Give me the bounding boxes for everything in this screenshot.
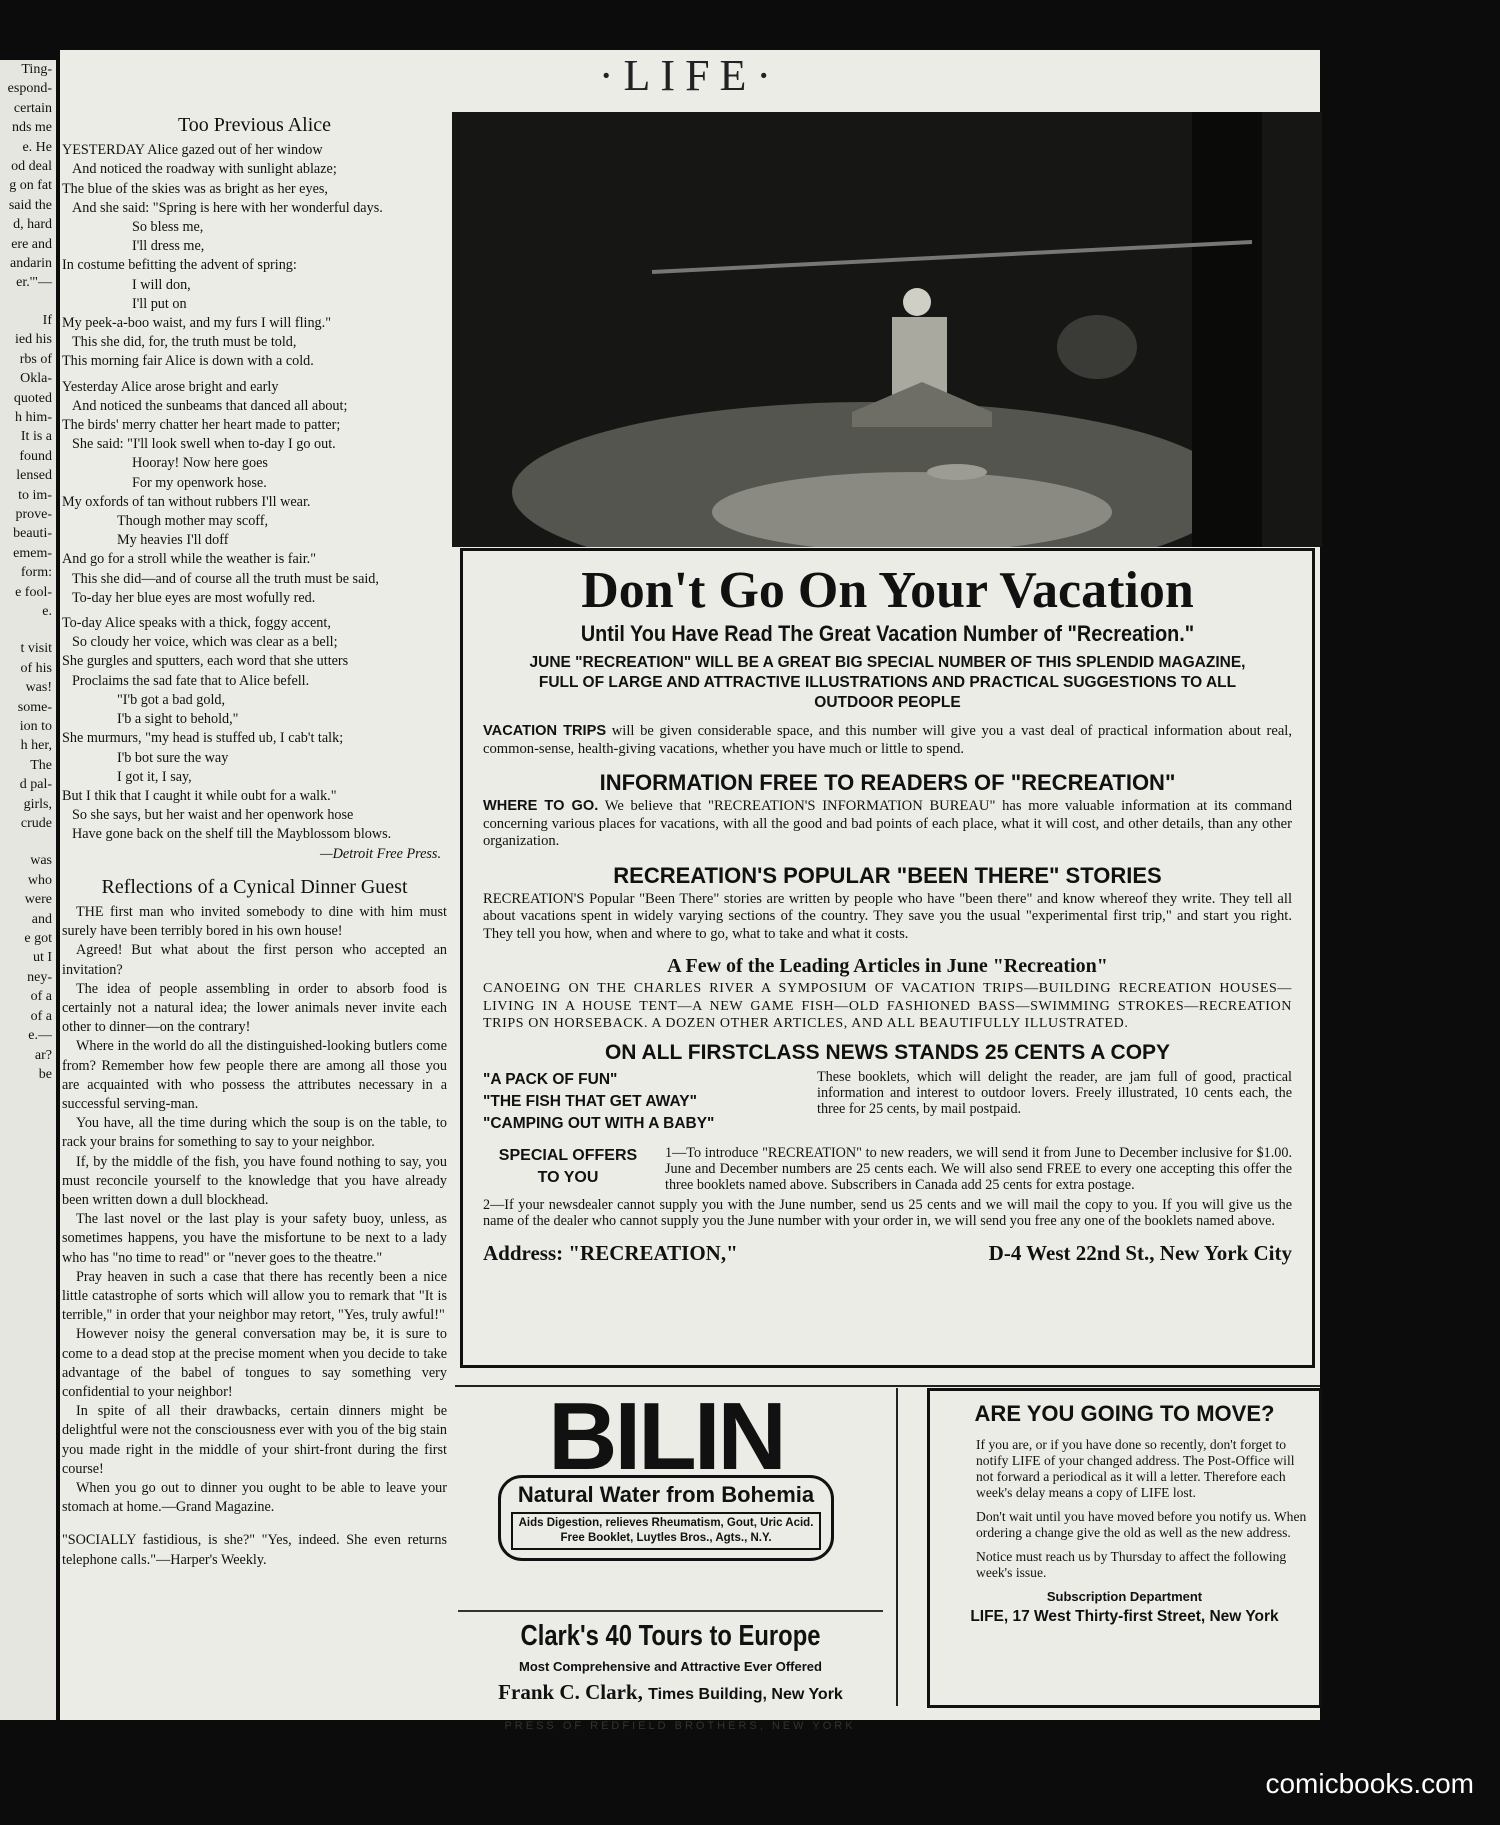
poem-line: Hooray! Now here goes [132,455,268,472]
essay-paragraph: The idea of people assembling in order to absorb food is certainly not a natural idea; the lower animals never invite each other to dinner—on the contrary! [62,980,447,1036]
gutter-fragment: crude [20,816,52,832]
poem-line: And she said: "Spring is here with her wonderful days. [72,199,383,216]
poem-line: "I'b got a bad gold, [117,691,226,708]
been-there-heading: RECREATION'S POPULAR "BEEN THERE" STORIES [613,862,1162,888]
poem-title: Too Previous Alice [177,114,332,136]
info-heading: INFORMATION FREE TO READERS OF "RECREATION" [599,770,1176,795]
facing-page-edge [0,60,56,1720]
gutter-fragment: e. He [22,139,52,155]
gutter-fragment: emem- [13,545,52,561]
gutter-fragment: some- [17,699,52,715]
gutter-fragment: It is a [20,429,52,445]
gutter-fragment: and [31,911,52,927]
poem-line: Yesterday Alice arose bright and early [62,378,279,395]
poem-line: And noticed the sunbeams that danced all about; [72,397,348,414]
gutter-fragment: were [24,892,52,908]
gutter-fragment: certain [13,100,52,116]
essay-paragraph: In spite of all their drawbacks, certain dinners might be delightful were not the consciousness ever with you of the big stain you made right in the middle of your shirt-front during the first course! [62,1403,447,1477]
gutter-fragment: d pal- [19,777,52,793]
poem-body [62,141,447,844]
poem-line: For my openwork hose. [132,474,267,491]
booklet-titles [483,1069,803,1135]
poem-line: I got it, I say, [117,768,192,785]
gutter-fragment: ney- [27,969,52,985]
gutter-fragment: h her, [20,738,52,754]
articles-heading: A Few of the Leading Articles in June "Recreation" [667,955,1108,977]
recreation-ad [460,548,1315,1368]
gutter-fragment: Okla- [20,371,52,387]
gutter-fragment: who [27,872,52,888]
poem-line: So bless me, [132,219,204,236]
essay-paragraph: When you go out to dinner you ought to be able to leave your stomach at home.—Grand Magazine. [62,1480,447,1516]
been-there-text: RECREATION'S Popular "Been There" stories are written by people who have "been there" and know whereof they write. They tell all about vacations spent in widely varying sections of the country. They save you the usual "experimental first trip," and start you right. They tell you how, when and where to go, what to take and what it costs. [483,890,1292,942]
poem-line: She gurgles and sputters, each word that she utters [62,653,349,670]
poem-line: My heavies I'll doff [117,532,229,549]
gutter-fragment: found [19,448,52,464]
watermark: comicbooks.com [1265,1768,1474,1799]
poem-line: Proclaims the sad fate that to Alice befell. [72,672,310,689]
bilin-tagline: Natural Water from Bohemia [517,1482,815,1507]
gutter-fragment: girls, [23,796,52,812]
poem-line: She said: "I'll look swell when to-day I go out. [72,436,336,453]
clark-title: Clark's 40 Tours to Europe [520,1620,821,1652]
poem-line: I'll dress me, [132,238,205,255]
booklets-section [483,1069,1292,1135]
poem-line: So cloudy her voice, which was clear as a bell; [72,634,338,651]
poem-line: To-day her blue eyes are most wofully red. [72,589,316,606]
clark-tagline: Most Comprehensive and Attractive Ever Offered [519,1659,822,1674]
bilin-ad [498,1383,834,1603]
clark-address: Times Building, New York [648,1686,843,1703]
gutter-fragment: lensed [16,468,52,484]
gutter-fragment: ion to [19,719,52,734]
address-value: D-4 West 22nd St., New York City [988,1240,1292,1265]
bilin-agents: Free Booklet, Luytles Bros., Agts., N.Y. [560,1532,772,1544]
gutter-fragment: e.— [28,1028,52,1044]
poem-line: I'b bot sure the way [117,749,229,766]
gutter-fragment: prove- [15,506,52,522]
booklets-description: These booklets, which will delight the reader, are jam full of good, practical information and interest to outdoor lovers. Freely illustrated, 10 cents each, the three for 25 cents, by mail postpaid. [817,1068,1292,1117]
ad-lead: JUNE "RECREATION" WILL BE A GREAT BIG SPECIAL NUMBER OF THIS SPLENDID MAGAZINE, FULL OF LARGE AND ATTRACTIVE ILLUSTRATIONS AND PRACTICAL SUGGESTIONS TO ALL OUTDOOR PEOPLE [529,654,1246,711]
offer-one: 1—To introduce "RECREATION" to new readers, we will send it from June to December inclusive for $1.00. June and December numbers are 25 cents each. We will also send FREE to every one accepting this offer the three booklets named above. Subscribers in Canada add 25 cents for extra postage. [665,1144,1292,1193]
poem-line: And go for a stroll while the weather is fair." [62,551,317,568]
poem-line: But I thik that I caught it while oubt for a walk." [62,787,337,804]
gutter-fragment: e. [42,603,52,619]
offer-two: 2—If your newsdealer cannot supply you with the June number, send us 25 cents and we will mail the copy to you. If you will give us the name of the dealer who cannot supply you the June number with your order in, we will send you free any one of the booklets named above. [483,1196,1292,1229]
press-imprint: PRESS OF REDFIELD BROTHERS, NEW YORK [504,1720,856,1732]
gutter-fragment: quoted [13,390,52,406]
move-paragraph-1: If you are, or if you have done so recently, don't forget to notify LIFE of your changed address. The Post-Office will not forward a periodical as it will a letter. Therefore each week's delay means a copy of LIFE lost. [976,1437,1295,1500]
joke-text: "SOCIALLY fastidious, is she?" "Yes, indeed. She even returns telephone calls."—Harper's Weekly. [62,1532,447,1568]
ad-subhead: Until You Have Read The Great Vacation Number of "Recreation." [580,621,1195,646]
gutter-fragment: was! [25,680,52,696]
essay-paragraph: However noisy the general conversation may be, it is sure to come to a dead stop at the precise moment when you decide to take advantage of the babel of tongues to say something very confidential to your neighbor! [62,1326,447,1400]
move-paragraph-3: Notice must reach us by Thursday to affect the following week's issue. [976,1549,1287,1580]
poem-line: In costume befitting the advent of spring: [62,257,297,274]
poem-line: The blue of the skies was as bright as her eyes, [62,180,328,197]
poem-line: Have gone back on the shelf till the Mayblossom blows. [72,826,392,843]
essay-title: Reflections of a Cynical Dinner Guest [101,875,408,898]
column-divider [896,1388,898,1706]
poem-line: Though mother may scoff, [117,513,269,530]
camping-photo [452,112,1322,547]
booklet-title: "CAMPING OUT WITH A BABY" [483,1114,715,1132]
poem-line: To-day Alice speaks with a thick, foggy accent, [62,615,331,632]
gutter-fragment: espond- [7,81,52,97]
clark-name: Frank C. Clark, [498,1680,643,1704]
essay-body [62,903,447,1518]
life-address: LIFE, 17 West Thirty-first Street, New York [970,1608,1279,1625]
poem-line: YESTERDAY Alice gazed out of her window [62,142,323,159]
special-offers-label-line-1: SPECIAL OFFERS [498,1146,638,1164]
bilin-details [511,1512,821,1550]
gutter-fragment: form: [20,565,52,581]
where-to-go-keyword: WHERE TO GO. [483,798,599,814]
gutter-fragment: The [30,757,52,773]
move-title: ARE YOU GOING TO MOVE? [974,1401,1275,1426]
essay-paragraph: The last novel or the last play is your safety buoy, unless, as sometimes happens, you have the misfortune to be next to a lady who has "no time to read" or "never goes to the theatre." [62,1211,447,1266]
gutter-fragment: er.'"— [16,275,52,291]
gutter-fragment: rbs of [19,351,52,367]
gutter-fragment: e got [24,931,52,947]
poem-line: My oxfords of tan without rubbers I'll wear. [62,493,311,510]
gutter-fragment: t visit [20,641,52,657]
gutter-fragment: andarin [10,256,52,272]
gutter-fragment: to im- [18,487,52,503]
gutter-fragment: h him- [15,409,52,425]
bilin-benefits: Aids Digestion, relieves Rheumatism, Gout, Uric Acid. [518,1517,814,1529]
gutter-fragment: was [30,853,52,869]
essay-paragraph: Pray heaven in such a case that there has recently been a nice little catastrophe of sorts which will allow you to remark that "It is terrible," in order that your neighbor may retort, "Yes, truly awful!" [62,1268,447,1324]
move-paragraph-2: Don't wait until you have moved before you notify us. When ordering a change give the old as well as the new address. [976,1509,1307,1540]
poem-line: The birds' merry chatter her heart made to patter; [62,417,341,434]
move-notice-ad [927,1388,1322,1708]
gutter-fragment: ut I [32,950,52,966]
poem-source: —Detroit Free Press. [320,845,441,862]
vacation-trips-keyword: VACATION TRIPS [483,723,607,739]
clark-tours-ad [458,1610,883,1705]
gutter-fragment: beauti- [13,526,52,542]
poem-line: This she did—and of course all the truth must be said, [72,570,379,587]
poem-line: This morning fair Alice is down with a cold. [62,353,314,370]
campfire-scene-illustration [452,112,1322,547]
subscription-dept: Subscription Department [1046,1589,1203,1604]
gutter-fragment: said the [8,197,52,213]
gutter-fragment: Ting- [21,62,52,77]
gutter-fragment: of a [30,1008,52,1024]
newsstand-price: ON ALL FIRSTCLASS NEWS STANDS 25 CENTS A COPY [604,1040,1171,1064]
where-to-go-text: We believe that "RECREATION'S INFORMATION BUREAU" has more valuable information at its command concerning various places for vacations, with all the good and bad points of each place, what it will cost, and other details, than any other organization. [483,798,1292,849]
gutter-fragment: e fool- [15,584,52,600]
poem-line: I'll put on [132,295,187,312]
special-offers-label [483,1145,653,1193]
ad-headline: Don't Go On Your Vacation [581,562,1194,619]
gutter-fragment: of his [20,660,52,676]
clark-contact [458,1680,883,1705]
essay-paragraph: Agreed! But what about the first person who accepted an invitation? [62,942,447,978]
address-label: Address: "RECREATION," [483,1240,738,1265]
poem-line: This she did, for, the truth must be told, [72,334,297,351]
left-column [62,112,447,1570]
special-offers-section [483,1145,1292,1193]
gutter-fragment: g on fat [9,178,52,194]
poem-line: She murmurs, "my head is stuffed ub, I cab't talk; [62,730,344,747]
vacation-trips-paragraph [483,723,1292,758]
poem-line: So she says, but her waist and her openwork hose [72,807,354,824]
essay-paragraph: THE first man who invited somebody to dine with him must surely have been terribly bored in his own house! [62,903,447,940]
booklet-title: "THE FISH THAT GET AWAY" [483,1092,697,1110]
gutter-fragment: ied his [15,332,52,348]
bilin-logo: BILIN [548,1383,784,1490]
gutter-fragment: ar? [34,1047,52,1063]
gutter-fragment: nds me [11,120,52,136]
gutter-fragment: d, hard [13,217,52,233]
poem-line: I'b a sight to behold," [117,711,239,728]
essay-paragraph: Where in the world do all the distinguished-looking butlers come from? Remember how few people there are among all those you are acquainted with who possess the attributes necessary in a successful serving-man. [62,1038,447,1112]
poem-line: My peek-a-boo waist, and my furs I will fling." [62,315,331,332]
ad-address [483,1241,1292,1266]
booklet-title: "A PACK OF FUN" [483,1070,618,1088]
where-to-go-paragraph [483,798,1292,851]
gutter-fragment: of a [30,989,52,1005]
articles-list: CANOEING ON THE CHARLES RIVER A SYMPOSIUM OF VACATION TRIPS—BUILDING RECREATION HOUSES—LIVING IN A HOUSE TENT—A NEW GAME FISH—OLD FASHIONED BASS—SWIMMING STROKES—RECREATION TRIPS ON HORSEBACK. A DOZEN OTHER ARTICLES, AND ALL BEAUTIFULLY ILLUSTRATED. [483,981,1292,1031]
poem-line: I will don, [132,276,191,293]
poem-line: And noticed the roadway with sunlight ablaze; [72,161,337,178]
special-offers-label-line-2: TO YOU [537,1168,599,1186]
vacation-trips-text: will be given considerable space, and this number will give you a vast deal of practical information about real, common-sense, health-giving vacations, whether you have much or little to spend. [483,723,1292,757]
gutter-fragment: ere and [11,236,52,252]
gutter-fragment: be [38,1066,52,1082]
gutter-fragment: od deal [11,159,52,175]
bilin-label-box [498,1475,834,1561]
essay-paragraph: You have, all the time during which the soup is on the table, to rack your brains for something to say to your neighbor. [62,1115,447,1151]
essay-paragraph: If, by the middle of the fish, you have found nothing to say, you must reconcile yourself to the knowledge that you have already been written down a dull blockhead. [62,1153,447,1208]
gutter-fragment: If [42,312,52,328]
masthead: ·LIFE· [598,51,782,100]
